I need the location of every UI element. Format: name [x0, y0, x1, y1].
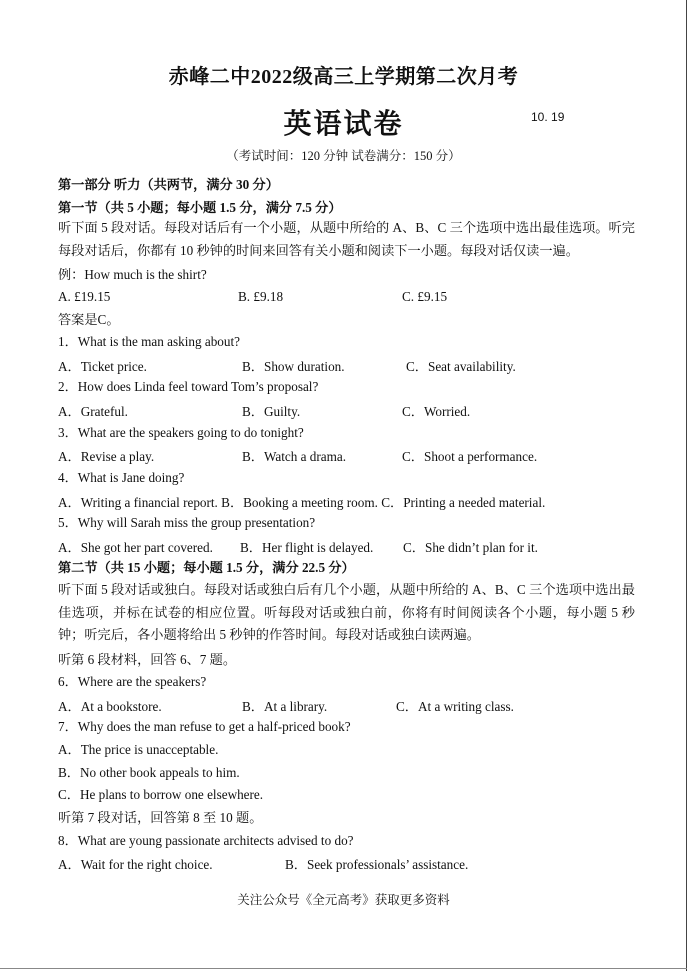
exam-info: （考试时间：120 分钟 试卷满分：150 分） — [226, 149, 461, 163]
q7-option-c: C．He plans to borrow one elsewhere. — [58, 787, 264, 802]
material-7-note: 听第 7 段对话，回答第 8 至 10 题。 — [58, 810, 263, 825]
example-option-b: B. £9.18 — [238, 289, 284, 304]
q2-option-a: A．Grateful. — [58, 404, 128, 419]
q2-option-b: B．Guilty. — [242, 404, 301, 419]
exam-title: 赤峰二中2022级高三上学期第二次月考 — [168, 66, 519, 88]
question-8: 8．What are young passionate architects advised to do? — [58, 833, 354, 848]
q8-option-b: B．Seek professionals’ assistance. — [285, 857, 469, 872]
question-7: 7．Why does the man refuse to get a half-priced book? — [58, 719, 351, 734]
q8-option-a: A．Wait for the right choice. — [58, 857, 213, 872]
q1-option-a: A．Ticket price. — [58, 359, 147, 374]
q7-option-a: A．The price is unacceptable. — [58, 742, 219, 757]
q4-options: A．Writing a financial report. B．Booking a meeting room. C．Printing a needed material. — [58, 495, 546, 510]
question-1: 1．What is the man asking about? — [58, 334, 241, 349]
question-3: 3．What are the speakers going to do tonight? — [58, 425, 304, 440]
exam-date: 10. 19 — [531, 110, 565, 124]
question-5: 5．Why will Sarah miss the group presentation? — [58, 515, 316, 530]
q3-option-a: A．Revise a play. — [58, 449, 155, 464]
part1-heading: 第一部分 听力（共两节，满分 30 分） — [58, 177, 279, 192]
section2-instructions: 听下面 5 段对话或独白。每段对话或独白后有几个小题，从题中所给的 A、B、C 三个选项中选出最佳选项，并标在试卷的相应位置。听每段对话或独白前，你将有时间阅读各个小题，每小题 5 秒钟；听完后，各小题将给出 5 秒钟的作答时间。每段对话或独白读两遍。 — [58, 582, 635, 643]
material-6-note: 听第 6 段材料，回答 6、7 题。 — [58, 652, 237, 667]
section1-instructions: 听下面 5 段对话。每段对话后有一个小题，从题中所给的 A、B、C 三个选项中选出最佳选项。听完每段对话后，你都有 10 秒钟的时间来回答有关小题和阅读下一小题。每段对话仅读一遍。 — [58, 220, 635, 258]
q3-option-b: B．Watch a drama. — [242, 449, 347, 464]
section2-heading: 第二节（共 15 小题；每小题 1.5 分，满分 22.5 分） — [58, 560, 355, 575]
exam-subtitle: 英语试卷 — [283, 109, 404, 140]
example-option-c: C. £9.15 — [402, 289, 448, 304]
footer-note: 关注公众号《全元高考》获取更多资料 — [237, 893, 450, 907]
example-option-a: A. £19.15 — [58, 289, 111, 304]
page-edge-bottom — [0, 968, 687, 969]
example-question: 例：How much is the shirt? — [58, 267, 207, 282]
question-6: 6．Where are the speakers? — [58, 674, 207, 689]
q6-option-b: B．At a library. — [242, 699, 328, 714]
q2-option-c: C．Worried. — [402, 404, 471, 419]
q3-option-c: C．Shoot a performance. — [402, 449, 538, 464]
q7-option-b: B．No other book appeals to him. — [58, 765, 240, 780]
q6-option-a: A．At a bookstore. — [58, 699, 162, 714]
q5-option-b: B．Her flight is delayed. — [240, 540, 374, 555]
q5-option-c: C．She didn’t plan for it. — [403, 540, 538, 555]
q1-option-b: B．Show duration. — [242, 359, 345, 374]
q1-option-c: C．Seat availability. — [406, 359, 516, 374]
q6-option-c: C．At a writing class. — [396, 699, 514, 714]
question-4: 4．What is Jane doing? — [58, 470, 185, 485]
q5-option-a: A．She got her part covered. — [58, 540, 213, 555]
section1-heading: 第一节（共 5 小题；每小题 1.5 分，满分 7.5 分） — [58, 200, 342, 215]
example-answer: 答案是C。 — [58, 312, 120, 327]
question-2: 2．How does Linda feel toward Tom’s proposal? — [58, 379, 319, 394]
